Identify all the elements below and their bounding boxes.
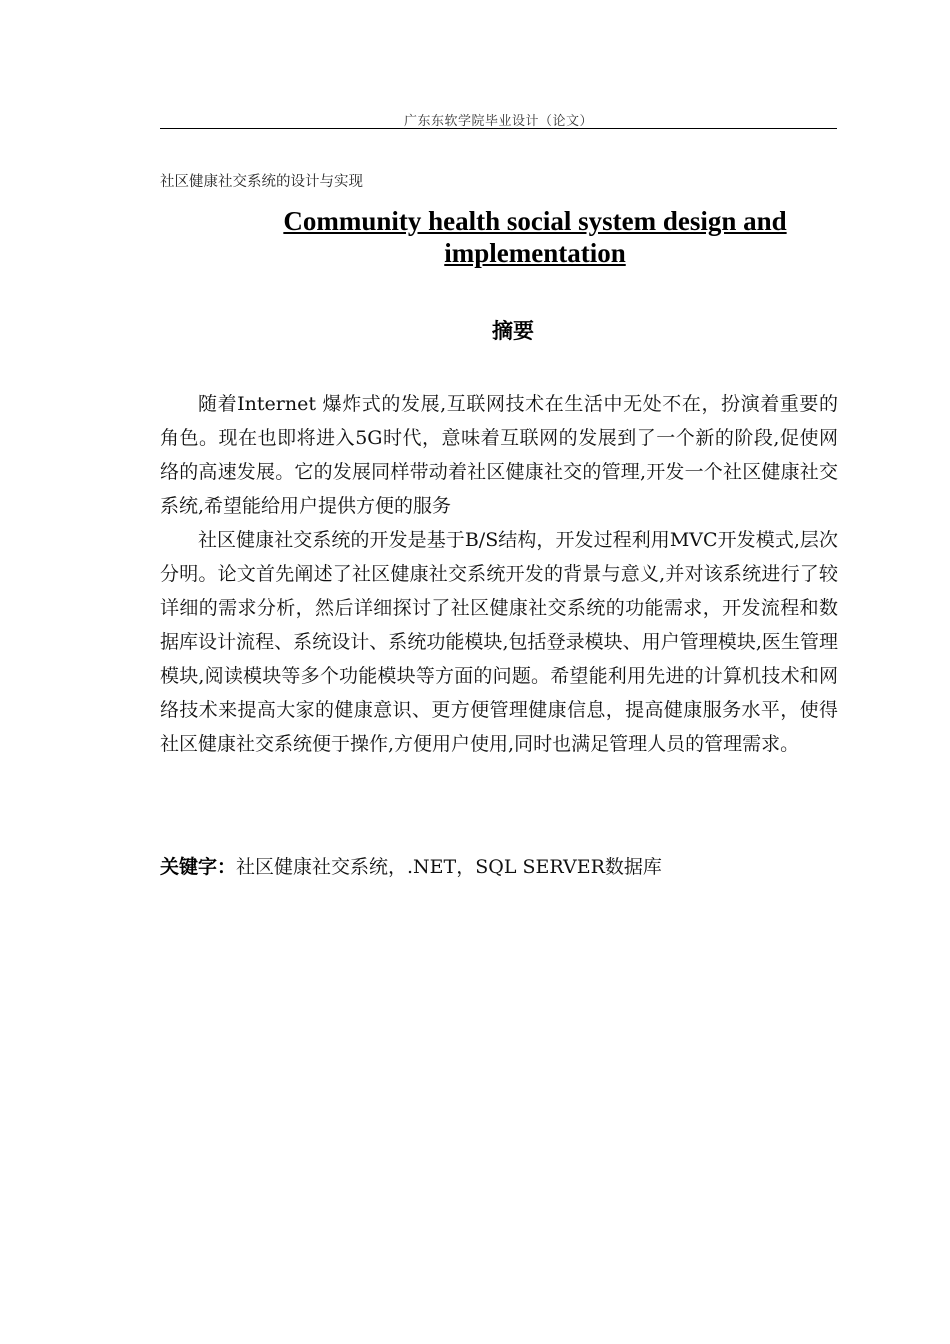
english-title: Community health social system design and implementation [283,206,787,268]
abstract-paragraph-2: 社区健康社交系统的开发是基于B/S结构，开发过程利用MVC开发模式,层次分明。论文首先阐述了社区健康社交系统开发的背景与意义,并对该系统进行了较详细的需求分析，然后详细探讨了社区健康社交系统的功能需求，开发流程和数据库设计流程、系统设计、系统功能模块,包括登录模块、用户管理模块,医生管理模块,阅读模块等多个功能模块等方面的问题。希望能利用先进的计算机技术和网络技术来提高大家的健康意识、更方便管理健康信息，提高健康服务水平，使得社区健康社交系统便于操作,方便用户使用,同时也满足管理人员的管理需求。 [160,529,838,755]
abstract-paragraph-1: 随着Internet 爆炸式的发展,互联网技术在生活中无处不在，扮演着重要的角色。现在也即将进入5G时代，意味着互联网的发展到了一个新的阶段,促使网络的高速发展。它的发展同样带动着社区健康社交的管理,开发一个社区健康社交系统,希望能给用户提供方便的服务 [160,393,838,517]
abstract-body [160,387,838,761]
header-divider [160,128,837,129]
chinese-title: 社区健康社交系统的设计与实现 [160,174,363,190]
keywords-label: 关键字： [160,856,237,878]
page-header: 广东东软学院毕业设计（论文） [403,114,593,129]
abstract-heading: 摘要 [492,319,534,343]
keywords-value: 社区健康社交系统，.NET，SQL SERVER数据库 [236,856,662,878]
keywords-line [160,850,662,884]
